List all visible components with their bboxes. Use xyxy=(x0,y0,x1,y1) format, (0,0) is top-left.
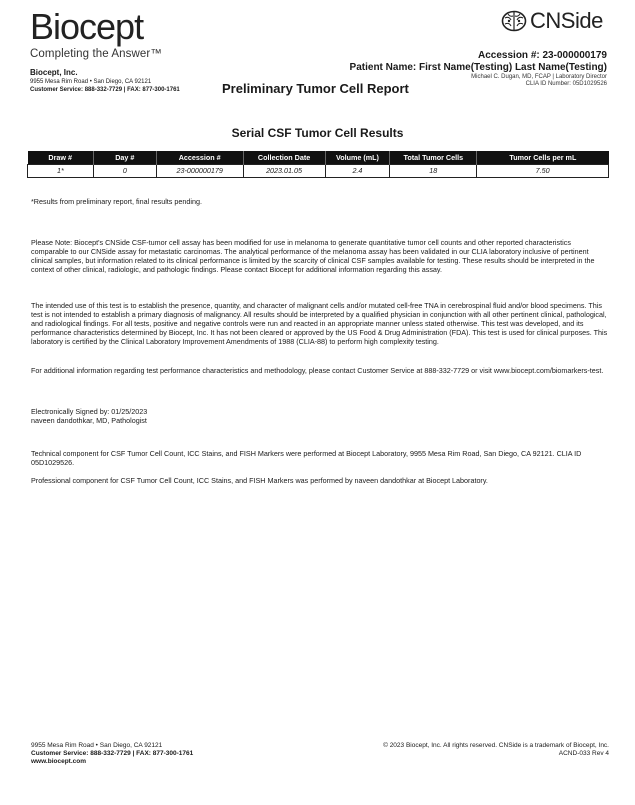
table-cell: 23-000000179 xyxy=(156,164,243,177)
melanoma-note-paragraph: Please Note: Biocept's CNSide CSF-tumor cell assay has been modified for use in melanoma to generate quantitative tumor cell counts and other reported characteristics comparable to our CNSide assay for metastatic carcinomas. The analytical performance of the melanoma assay has been validated in our CLIA laboratory inclusive of pertinent clinical samples, but information related to its clinical performance is limited by the scarcity of clinical CSF samples available for testing. These results should be interpreted in the context of other clinical, radiologic, and pathologic findings. Please contact Biocept for additional information regarding this assay. xyxy=(31,238,595,274)
table-cell: 7.50 xyxy=(477,164,609,177)
footer-legal xyxy=(383,742,609,758)
footer-website-link[interactable]: www.biocept.com xyxy=(31,758,87,765)
column-header: Collection Date xyxy=(243,151,325,164)
table-row xyxy=(28,164,609,177)
signature-date: Electronically Signed by: 01/25/2023 xyxy=(31,407,148,416)
technical-component-paragraph: Technical component for CSF Tumor Cell Count, ICC Stains, and FISH Markers were performed at Biocept Laboratory, 9955 Mesa Rim Road, San Diego, CA 92121. CLIA ID 05D1029526. xyxy=(31,449,582,467)
column-header: Volume (mL) xyxy=(325,151,390,164)
column-header: Tumor Cells per mL xyxy=(477,151,609,164)
table-cell: 0 xyxy=(93,164,156,177)
footer-document-id: ACND-033 Rev 4 xyxy=(558,750,609,757)
table-cell: 2.4 xyxy=(325,164,390,177)
results-footnote: *Results from preliminary report, final results pending. xyxy=(31,197,202,206)
table-cell: 1* xyxy=(28,164,94,177)
footer-contact xyxy=(31,742,193,766)
table-header-row xyxy=(28,151,609,164)
cnside-logo xyxy=(501,8,603,34)
results-table xyxy=(27,151,609,178)
footer-customer-service: Customer Service: 888-332-7729 | FAX: 877-300-1761 xyxy=(31,750,194,757)
footer-copyright: © 2023 Biocept, Inc. All rights reserved. CNSide is a trademark of Biocept, Inc. xyxy=(383,742,609,749)
company-address: 9955 Mesa Rim Road • San Diego, CA 92121 xyxy=(30,79,152,85)
logo-wordmark: Biocept xyxy=(30,6,144,47)
column-header: Accession # xyxy=(156,151,243,164)
professional-component-paragraph: Professional component for CSF Tumor Cell Count, ICC Stains, and FISH Markers was performed by naveen dandothkar at Biocept Laboratory. xyxy=(31,476,488,485)
signature-name: naveen dandothkar, MD, Pathologist xyxy=(31,416,147,425)
clia-number: CLIA ID Number: 05D1029526 xyxy=(525,81,607,87)
footer-address: 9955 Mesa Rim Road • San Diego, CA 92121 xyxy=(31,742,163,749)
additional-info-paragraph: For additional information regarding test performance characteristics and methodology, please contact Customer Service at 888-332-7729 or visit www.biocept.com/biomarkers-test. xyxy=(31,366,604,375)
laboratory-director: Michael C. Dugan, MD, FCAP | Laboratory Director xyxy=(471,74,607,80)
report-title: Preliminary Tumor Cell Report xyxy=(222,81,409,96)
company-name: Biocept, Inc. xyxy=(30,68,78,77)
patient-name: Patient Name: First Name(Testing) Last Name(Testing) xyxy=(349,62,607,73)
table-cell: 18 xyxy=(390,164,477,177)
column-header: Draw # xyxy=(28,151,94,164)
column-header: Total Tumor Cells xyxy=(390,151,477,164)
brain-icon xyxy=(501,10,527,32)
table-cell: 2023.01.05 xyxy=(243,164,325,177)
column-header: Day # xyxy=(93,151,156,164)
cnside-wordmark: CNSide xyxy=(530,8,603,33)
biocept-logo xyxy=(30,8,162,60)
section-title: Serial CSF Tumor Cell Results xyxy=(231,126,404,140)
logo-tagline: Completing the Answer™ xyxy=(30,48,162,60)
accession-number: Accession #: 23-000000179 xyxy=(478,50,607,61)
company-customer-service: Customer Service: 888-332-7729 | FAX: 877-300-1761 xyxy=(30,87,180,93)
intended-use-paragraph: The intended use of this test is to establish the presence, quantity, and character of malignant cells and/or mutated cell-free TNA in cerebrospinal fluid and/or blood specimens. This test is not intended to establish a primary diagnosis of malignancy. All results should be interpreted by a qualified physician in conjunction with all other pertinent clinical, pathological, and radiological findings. For all tests, positive and negative controls were run and reacted in an appropriate manner unless stated otherwise. This test was developed, and its performance characteristics determined by Biocept, Inc. It has not been cleared or approved by the US Food & Drug Administration (FDA). This test is used for clinical purposes. This laboratory is certified by the Clinical Laboratory Improvement Amendments of 1988 (CLIA-88) to perform high complexity testing. xyxy=(31,301,608,346)
